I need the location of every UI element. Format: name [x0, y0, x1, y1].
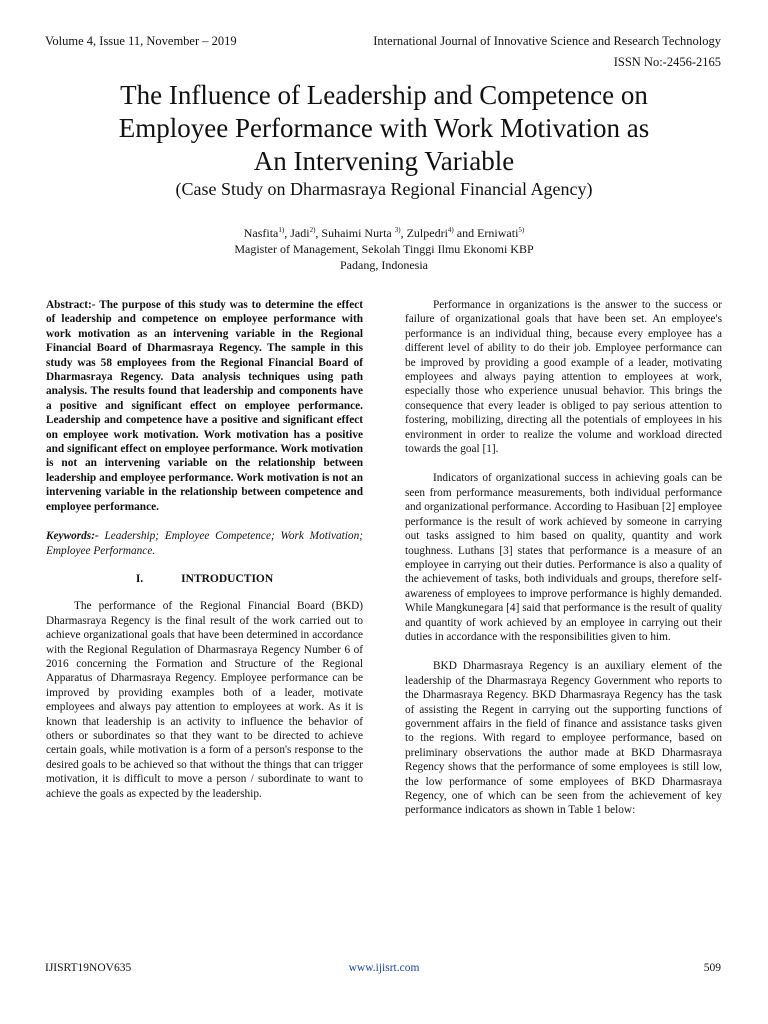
author-index: 3): [394, 226, 401, 234]
author-affiliation: Magister of Management, Sekolah Tinggi Ilmu Ekonomi KBP: [234, 242, 534, 256]
right-column: [405, 298, 722, 818]
keywords-label: Keywords:-: [46, 530, 99, 543]
footer-page-number: 509: [703, 962, 721, 974]
title-line-2: Employee Performance with Work Motivation as: [118, 113, 650, 143]
section-heading-introduction: [46, 572, 363, 586]
abstract-text: Abstract:- The purpose of this study was to determine the effect of leadership and competence on employee performance with work motivation as an intervening variable in the Regional Financial Board of Dharmasraya Regency. The sample in this study was 58 employees from the Regional Financial Board of Dharmasraya Regency. Data analysis techniques using path analysis. The results found that leadership and components have a positive and significant effect on employee performance. Leadership and competence have a positive and significant effect on employee work motivation. Work motivation has a positive and significant effect on employee performance. Work motivation is not an intervening variable on the relationship between leadership and employee performance. Work motivation is not an intervening variable in the relationship between competence and employee performance.: [46, 299, 363, 513]
author-separator: ,: [284, 226, 291, 240]
author-list: [40, 226, 728, 241]
left-column: [46, 298, 363, 801]
author-location: Padang, Indonesia: [340, 258, 428, 272]
author-index: 4): [447, 226, 454, 234]
author-name: Jadi: [290, 226, 310, 240]
header-issn: ISSN No:-2456-2165: [613, 55, 721, 69]
author-separator: ,: [400, 226, 407, 240]
footer-website-link[interactable]: www.ijisrt.com: [348, 962, 420, 974]
author-name: Zulpedri: [406, 226, 448, 240]
keywords: [46, 529, 363, 558]
author-conjunction: and: [453, 226, 478, 240]
body-paragraph-3: BKD Dharmasraya Regency is an auxiliary element of the leadership of the Dharmasraya Regency Government who reports to the Dharmasraya Regency. BKD Dharmasraya Regency has the task of assisting the Regent in carrying out the supporting functions of government affairs in the field of finance and assistance tasks given to the regions. With regard to employee performance, based on preliminary observations the author made at BKD Dharmasraya Regency shows that the performance of some employees is still low, the low performance of some employees of BKD Dharmasraya Regency, one of which can be seen from the achievement of key performance indicators as shown in Table 1 below:: [405, 660, 722, 817]
title-line-3: An Intervening Variable: [253, 146, 515, 176]
header-journal: International Journal of Innovative Science and Research Technology: [373, 34, 721, 48]
section-number: I.: [135, 572, 144, 585]
author-name: Nasfita: [243, 226, 279, 240]
author-index: 5): [518, 226, 525, 234]
footer-article-id: IJISRT19NOV635: [45, 962, 132, 974]
intro-paragraph-1: The performance of the Regional Financial Board (BKD) Dharmasraya Regency is the final result of the work carried out to achieve organizational goals that have been determined in accordance with the Regional Regulation of Dharmasraya Regency Number 6 of 2016 concerning the Formation and Structure of the Regional Apparatus of Dharmasraya Regency. Employee performance can be improved by providing examples both of a leader, motivate employees and always pay attention to employees at work. As it is known that leadership is an activity to influence the behavior of others or subordinates so that they want to be directed to achieve certain goals, while motivation is a form of a person's response to the desired goals to be achieved so that without the things that can trigger motivation, it is difficult to move a person / subordinate to want to achieve the goals as expected by the leadership.: [46, 600, 363, 800]
author-index: 2): [309, 226, 316, 234]
author-index: 1): [278, 226, 285, 234]
author-name: Suhaimi Nurta: [321, 226, 395, 240]
author-name: Erniwati: [477, 226, 519, 240]
section-title: INTRODUCTION: [181, 572, 274, 585]
header-volume: Volume 4, Issue 11, November – 2019: [45, 34, 237, 48]
body-paragraph-1: Performance in organizations is the answer to the success or failure of organizational goals that have been set. An employee's performance is an individual thing, because every employee has a different level of ability to do their job. Employee performance can be improved by providing a good example of a leader, motivating employees and always paying attention to employees at work, especially those who experience unusual behavior. This brings the consequence that every leader is obliged to pay serious attention to fostering, mobilizing, directing all the potentials of employees in his environment in order to realize the volume and workload directed towards the goal [1].: [405, 299, 722, 456]
title-line-1: The Influence of Leadership and Competence on: [120, 80, 648, 110]
paper-subtitle: (Case Study on Dharmasraya Regional Financial Agency): [175, 179, 593, 199]
author-separator: ,: [315, 226, 322, 240]
paper-title: [40, 79, 728, 178]
body-paragraph-2: Indicators of organizational success in achieving goals can be seen from performance measurements, both individual performance and organizational performance. According to Hasibuan [2] employee performance is the result of work achieved by someone in carrying out tasks assigned to him based on quality, quantity and work toughness. Luthans [3] states that performance is a measure of an employee in carrying out their duties. Performance is also a quality of the achievement of tasks, both individuals and groups, therefore self-awareness of employees to improve performance is highly demanded. While Mangkunegara [4] said that performance is the result of quality and quantity of work achieved by an employee in carrying out their duties in accordance with the responsibilities given to him.: [405, 472, 722, 643]
keywords-text: Leadership; Employee Competence; Work Motivation; Employee Performance.: [46, 530, 363, 557]
